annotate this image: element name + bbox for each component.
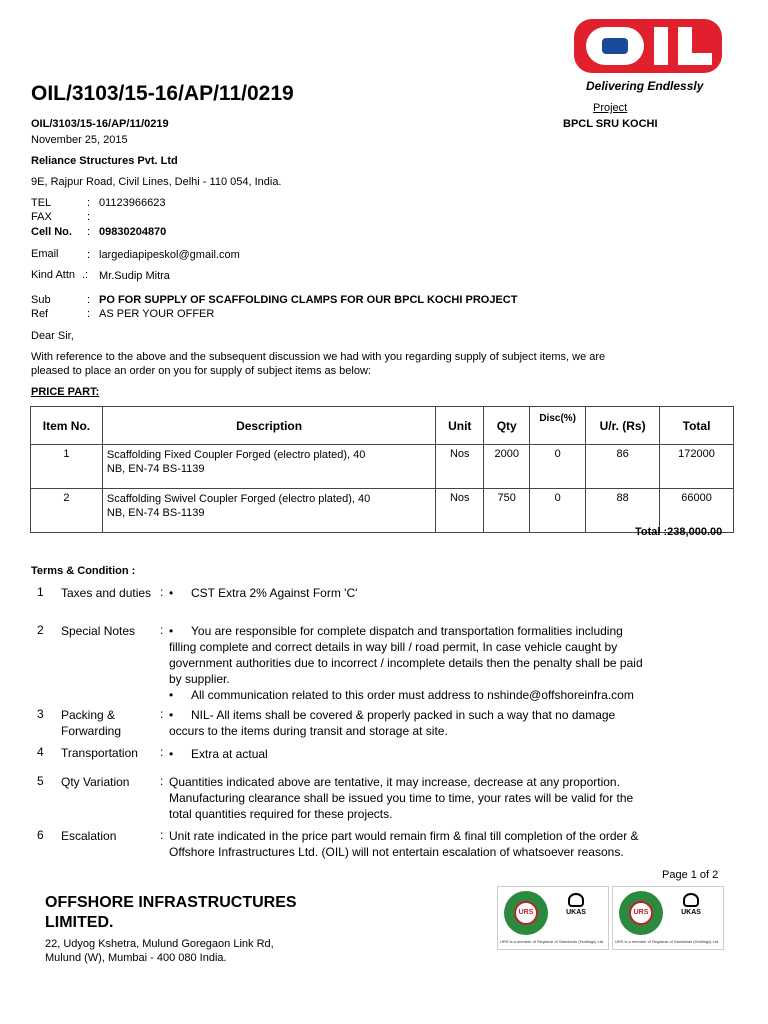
cell-description: Scaffolding Swivel Coupler Forged (electro plated), 40 NB, EN-74 BS-1139 (102, 489, 435, 533)
footer-company-name: OFFSHORE INFRASTRUCTURES LIMITED. (45, 894, 297, 931)
ref-label: Ref (31, 308, 49, 320)
cell-total: 66000 (660, 489, 734, 533)
term-label: Escalation (61, 829, 117, 843)
page-number: Page 1 of 2 (662, 869, 719, 881)
term-number: 5 (37, 774, 44, 788)
cell-item: 2 (31, 489, 103, 533)
term-number: 2 (37, 623, 44, 637)
cell-unit: Nos (436, 489, 484, 533)
ref-value: AS PER YOUR OFFER (99, 308, 215, 320)
price-part-heading: PRICE PART: (31, 386, 100, 398)
cell-disc: 0 (530, 445, 586, 489)
attn-value: Mr.Sudip Mitra (99, 270, 170, 282)
term-body: • CST Extra 2% Against Form 'C' (169, 586, 358, 600)
term-body: Quantities indicated above are tentative, it may increase, decrease at any proportion. Manufacturing clearance shall be issued you time to time, your rates will be valid for the total quantities required for these projects. (169, 775, 634, 821)
ukas-crown-icon: UKAS (675, 893, 707, 931)
col-header-disc: Disc(%) (530, 407, 586, 445)
logo-badge (574, 19, 722, 73)
logo-letter-o (586, 27, 644, 65)
fax-label: FAX (31, 211, 52, 223)
reference-number: OIL/3103/15-16/AP/11/0219 (31, 118, 169, 130)
col-header-item: Item No. (31, 407, 103, 445)
grand-total: Total :238,000.00 (635, 526, 723, 538)
term-number: 3 (37, 707, 44, 721)
terms-heading: Terms & Condition : (31, 565, 136, 577)
urs-seal-icon: URS (619, 891, 663, 935)
urs-seal-icon: URS (504, 891, 548, 935)
term-number: 1 (37, 585, 44, 599)
term-number: 6 (37, 828, 44, 842)
subject-label: Sub (31, 294, 51, 306)
term-label: Qty Variation (61, 775, 130, 789)
logo-letter-i (654, 27, 668, 65)
col-header-qty: Qty (484, 407, 530, 445)
vendor-name: Reliance Structures Pvt. Ltd (31, 155, 178, 167)
cell-description: Scaffolding Fixed Coupler Forged (electro plated), 40 NB, EN-74 BS-1139 (102, 445, 435, 489)
attn-label: Kind Attn (31, 269, 76, 281)
term-label: Taxes and duties (61, 586, 152, 600)
table-row (31, 489, 734, 533)
cell-total: 172000 (660, 445, 734, 489)
term-body: Unit rate indicated in the price part would remain firm & final till completion of the order & Offshore Infrastructures Ltd. (OIL) will not entertain escalation of whatsoever reasons. (169, 829, 639, 859)
cell-qty: 750 (484, 489, 530, 533)
cell-qty: 2000 (484, 445, 530, 489)
col-header-description: Description (102, 407, 435, 445)
cell-rate: 86 (586, 445, 660, 489)
document-title: OIL/3103/15-16/AP/11/0219 (31, 82, 294, 105)
certification-badge: URS UKAS URS is a member of Registrar of Standards (Holdings) Ltd. (612, 886, 724, 950)
tel-value: 01123966623 (99, 197, 166, 209)
company-logo (574, 19, 724, 93)
salutation: Dear Sir, (31, 330, 74, 342)
intro-line-1: With reference to the above and the subsequent discussion we had with you regarding supply of subject items, we are (31, 351, 606, 363)
logo-tagline: Delivering Endlessly (586, 79, 704, 93)
project-label: Project (593, 102, 628, 114)
term-label: Transportation (61, 746, 138, 760)
price-table (30, 406, 734, 533)
tel-label: TEL (31, 197, 52, 209)
cell-disc: 0 (530, 489, 586, 533)
cell-label: Cell No. (31, 226, 72, 238)
vendor-address: 9E, Rajpur Road, Civil Lines, Delhi - 110 054, India. (31, 176, 282, 188)
table-header-row (31, 407, 734, 445)
intro-line-2: pleased to place an order on you for supply of subject items as below: (31, 365, 371, 377)
col-header-total: Total (660, 407, 734, 445)
project-value: BPCL SRU KOCHI (563, 118, 658, 130)
table-row (31, 445, 734, 489)
term-body: • You are responsible for complete dispatch and transportation formalities including filling complete and correct details in way bill / road permit, In case vehicle caught by government authorities due to incorrect / incomplete details then the penalty shall be paid by supplier. • All communication related to this order must address to nshinde@offshoreinfra.com (169, 624, 643, 702)
term-body: • Extra at actual (169, 747, 268, 761)
ukas-crown-icon: UKAS (560, 893, 592, 931)
cell-item: 1 (31, 445, 103, 489)
subject-value: PO FOR SUPPLY OF SCAFFOLDING CLAMPS FOR OUR BPCL KOCHI PROJECT (99, 294, 518, 306)
footer-address: 22, Udyog Kshetra, Mulund Goregaon Link Rd, Mulund (W), Mumbai - 400 080 India. (45, 938, 274, 964)
col-header-rate: U/r. (Rs) (586, 407, 660, 445)
email-label: Email (31, 248, 59, 260)
term-label: Special Notes (61, 624, 136, 638)
cell-unit: Nos (436, 445, 484, 489)
email-value[interactable]: largediapipeskol@gmail.com (99, 249, 240, 261)
term-number: 4 (37, 745, 44, 759)
certification-badge: URS UKAS URS is a member of Registrar of Standards (Holdings) Ltd. (497, 886, 609, 950)
cell-value: 09830204870 (99, 226, 167, 238)
document-date: November 25, 2015 (31, 134, 128, 146)
term-label: Packing & Forwarding (61, 708, 122, 738)
col-header-unit: Unit (436, 407, 484, 445)
term-body: • NIL- All items shall be covered & properly packed in such a way that no damage occurs to the items during transit and storage at site. (169, 708, 616, 738)
cell-rate: 88 (586, 489, 660, 533)
